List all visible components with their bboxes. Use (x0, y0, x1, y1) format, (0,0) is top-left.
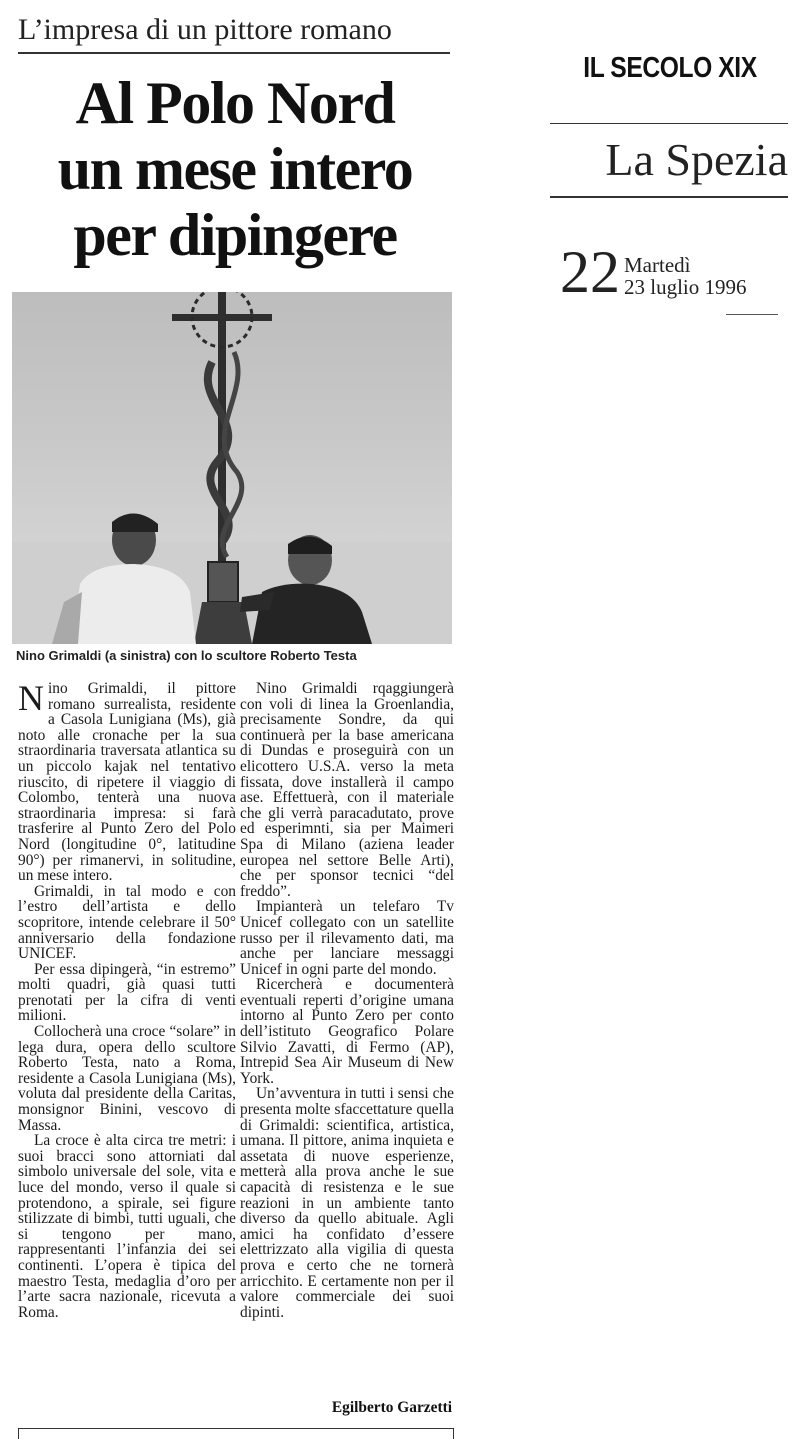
masthead-divider-bottom (550, 196, 788, 198)
paragraph-8: Ricercherà e documenterà eventuali reperti d’origine umana intorno al Punto Zero per conto dell’istituto Geografico Polare Silvio Zavatti, di Fermo (AP), Intrepid Sea Air Museum di New York. (240, 976, 454, 1087)
paragraph-9: Un’avventura in tutti i sensi che presenta molte sfaccettature quella di Grimaldi: scientifica, artistica, umana. Il pittore, anima inquieta e assetata di nuove esperienze, metterà alla prova anche le sue capacità di resistenza e le sue reazioni in un ambiente tanto diverso da quello abituale. Agli amici ha confidato d’essere elettrizzato alla vigilia di questa prova e certo che ne tornerà arricchito. E certamente non per il valore commerciale dei suoi dipinti. (240, 1085, 454, 1321)
paragraph-6: Nino Grimaldi rqaggiungerà con voli di linea la Groenlandia, precisamente Sondre, da qui continuerà per la base americana di Dundas e proseguirà con un elicottero U.S.A. verso la meta fissata, dove installerà il campo ase. Effettuerà, con il materiale che gli verrà paracadutato, prove ed esperimnti, sia per Maimeri Spa di Milano (aziena leader europea nel settore Belle Arti), che per sponsor tecnici “del freddo”. (240, 680, 454, 900)
next-article-border (18, 1428, 454, 1439)
headline-line-1: Al Polo Nord (75, 70, 395, 136)
paragraph-3: Per essa dipingerà, “in estremo” molti quadri, già quasi tutti prenotati per la cifra di venti milioni. (18, 960, 236, 1025)
paragraph-1 (18, 678, 236, 885)
masthead-divider-top (550, 123, 788, 124)
article-column-right (240, 681, 454, 1320)
article-headline (20, 70, 450, 268)
article-column-left (18, 678, 236, 1321)
drop-cap: N (18, 678, 44, 718)
page-number: 22 (560, 239, 620, 305)
paragraph-4: Collocherà una croce “solare” in lega dura, opera dello scultore Roberto Testa, nato a Roma, residente a Casola Lunigiana (Ms), voluta dal presidente della Caritas, monsignor Binini, vescovo di Massa. (18, 1023, 236, 1134)
headline-line-2: un mese intero (57, 136, 413, 202)
issue-date: 23 luglio 1996 (624, 275, 747, 299)
paragraph-2: Grimaldi, in tal modo e con l’estro dell’artista e dello scopritore, intende celebrare il 50° anniversario della fondazione UNICEF. (18, 882, 236, 963)
paragraph-5: La croce è alta circa tre metri: i suoi bracci sono attorniati dal simbolo universale del sole, vita e luce del mondo, verso il quale si protendono, a spirale, sei figure stilizzate di bimbi, tutti uguali, che si tengono per mano, rappresentanti l’infanzia dei sei continenti. L’opera è tipica del maestro Testa, medaglia d’oro per l’arte sacra nazionale, ricevuta a Roma. (18, 1132, 236, 1321)
issue-weekday: Martedì (624, 253, 691, 277)
article-kicker: L’impresa di un pittore romano (18, 13, 392, 46)
date-divider (726, 314, 778, 315)
paragraph-7: Impianterà un telefaro Tv Unicef collegato con un satellite russo per il rilevamento dati, ma anche per lanciare messaggi Unicef in ogni parte del mondo. (240, 898, 454, 978)
edition-name: La Spezia (605, 134, 788, 185)
photo-illustration (12, 292, 452, 644)
author-signature: Egilberto Garzetti (331, 1399, 452, 1416)
headline-line-3: per dipingere (73, 202, 397, 268)
photo-caption: Nino Grimaldi (a sinistra) con lo scultore Roberto Testa (16, 648, 357, 663)
newspaper-name: IL SECOLO XIX (583, 52, 757, 84)
paragraph-1-text: ino Grimaldi, il pittore romano surrealista, residente a Casola Lunigiana (Ms), già noto alle cronache per la sua straordinaria traversata atlantica su un piccolo kajak nel tentativo riuscito, di ripetere il viaggio di Colombo, tenterà una nuova straordinaria impresa: si farà trasferire al Punto Zero del Polo Nord (longitudine 0°, latitudine 90°) per rimanervi, in solitudine, un mese intero. (18, 680, 236, 885)
article-photo (12, 292, 452, 644)
kicker-divider (18, 52, 450, 54)
